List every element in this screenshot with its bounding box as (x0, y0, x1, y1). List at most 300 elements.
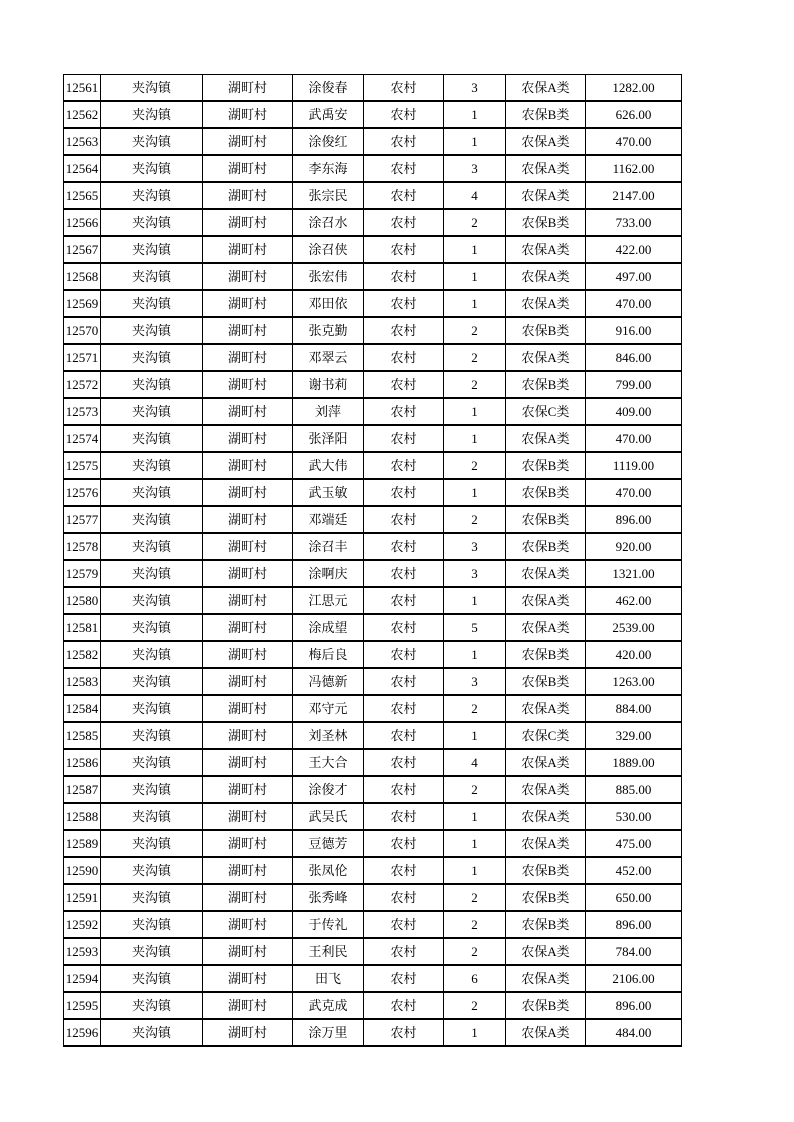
person-name-cell: 梅后良 (293, 641, 364, 668)
table-row (64, 938, 682, 965)
town-name-cell: 夹沟镇 (101, 236, 203, 263)
area-type-cell: 农村 (364, 938, 444, 965)
amount-cell: 452.00 (586, 857, 682, 884)
amount-cell: 470.00 (586, 425, 682, 452)
serial-number-cell: 12593 (64, 938, 101, 965)
town-name-cell: 夹沟镇 (101, 587, 203, 614)
amount-cell: 896.00 (586, 911, 682, 938)
area-type-cell: 农村 (364, 911, 444, 938)
village-name-cell: 湖町村 (203, 290, 293, 317)
village-name-cell: 湖町村 (203, 533, 293, 560)
person-count-cell: 1 (444, 587, 506, 614)
town-name-cell: 夹沟镇 (101, 371, 203, 398)
table-row (64, 290, 682, 317)
area-type-cell: 农村 (364, 533, 444, 560)
table-row (64, 776, 682, 803)
serial-number-cell: 12562 (64, 101, 101, 128)
person-name-cell: 张克勤 (293, 317, 364, 344)
serial-number-cell: 12586 (64, 749, 101, 776)
serial-number-cell: 12576 (64, 479, 101, 506)
village-name-cell: 湖町村 (203, 884, 293, 911)
amount-cell: 799.00 (586, 371, 682, 398)
village-name-cell: 湖町村 (203, 695, 293, 722)
insurance-category-cell: 农保C类 (506, 722, 586, 749)
insurance-category-cell: 农保B类 (506, 452, 586, 479)
person-count-cell: 2 (444, 317, 506, 344)
insurance-category-cell: 农保B类 (506, 992, 586, 1019)
amount-cell: 1889.00 (586, 749, 682, 776)
person-name-cell: 涂俊春 (293, 75, 364, 102)
amount-cell: 885.00 (586, 776, 682, 803)
table-row (64, 317, 682, 344)
village-name-cell: 湖町村 (203, 425, 293, 452)
amount-cell: 2106.00 (586, 965, 682, 992)
person-name-cell: 涂俊红 (293, 128, 364, 155)
serial-number-cell: 12565 (64, 182, 101, 209)
village-name-cell: 湖町村 (203, 749, 293, 776)
person-count-cell: 2 (444, 776, 506, 803)
serial-number-cell: 12572 (64, 371, 101, 398)
serial-number-cell: 12595 (64, 992, 101, 1019)
town-name-cell: 夹沟镇 (101, 290, 203, 317)
serial-number-cell: 12580 (64, 587, 101, 614)
serial-number-cell: 12589 (64, 830, 101, 857)
area-type-cell: 农村 (364, 101, 444, 128)
amount-cell: 920.00 (586, 533, 682, 560)
village-name-cell: 湖町村 (203, 506, 293, 533)
amount-cell: 329.00 (586, 722, 682, 749)
town-name-cell: 夹沟镇 (101, 182, 203, 209)
village-name-cell: 湖町村 (203, 75, 293, 102)
table-row (64, 128, 682, 155)
table-row (64, 830, 682, 857)
amount-cell: 650.00 (586, 884, 682, 911)
town-name-cell: 夹沟镇 (101, 749, 203, 776)
serial-number-cell: 12568 (64, 263, 101, 290)
village-name-cell: 湖町村 (203, 101, 293, 128)
town-name-cell: 夹沟镇 (101, 965, 203, 992)
amount-cell: 497.00 (586, 263, 682, 290)
person-count-cell: 3 (444, 155, 506, 182)
insurance-category-cell: 农保B类 (506, 884, 586, 911)
amount-cell: 2147.00 (586, 182, 682, 209)
person-count-cell: 1 (444, 398, 506, 425)
amount-cell: 896.00 (586, 506, 682, 533)
town-name-cell: 夹沟镇 (101, 668, 203, 695)
person-count-cell: 2 (444, 344, 506, 371)
insurance-category-cell: 农保B类 (506, 506, 586, 533)
serial-number-cell: 12594 (64, 965, 101, 992)
town-name-cell: 夹沟镇 (101, 1019, 203, 1046)
area-type-cell: 农村 (364, 263, 444, 290)
table-row (64, 992, 682, 1019)
serial-number-cell: 12587 (64, 776, 101, 803)
insurance-category-cell: 农保A类 (506, 749, 586, 776)
insurance-category-cell: 农保B类 (506, 479, 586, 506)
village-name-cell: 湖町村 (203, 317, 293, 344)
amount-cell: 916.00 (586, 317, 682, 344)
area-type-cell: 农村 (364, 560, 444, 587)
person-count-cell: 6 (444, 965, 506, 992)
person-count-cell: 2 (444, 506, 506, 533)
person-count-cell: 2 (444, 209, 506, 236)
person-name-cell: 涂俊才 (293, 776, 364, 803)
town-name-cell: 夹沟镇 (101, 209, 203, 236)
insurance-category-cell: 农保A类 (506, 290, 586, 317)
table-row (64, 182, 682, 209)
serial-number-cell: 12573 (64, 398, 101, 425)
person-name-cell: 豆德芳 (293, 830, 364, 857)
person-name-cell: 张秀峰 (293, 884, 364, 911)
area-type-cell: 农村 (364, 290, 444, 317)
serial-number-cell: 12567 (64, 236, 101, 263)
insurance-category-cell: 农保B类 (506, 641, 586, 668)
person-count-cell: 2 (444, 452, 506, 479)
village-name-cell: 湖町村 (203, 236, 293, 263)
insurance-category-cell: 农保A类 (506, 695, 586, 722)
amount-cell: 420.00 (586, 641, 682, 668)
table-row (64, 614, 682, 641)
table-row (64, 344, 682, 371)
area-type-cell: 农村 (364, 398, 444, 425)
town-name-cell: 夹沟镇 (101, 506, 203, 533)
person-name-cell: 涂召水 (293, 209, 364, 236)
area-type-cell: 农村 (364, 614, 444, 641)
table-row (64, 587, 682, 614)
person-name-cell: 王利民 (293, 938, 364, 965)
town-name-cell: 夹沟镇 (101, 992, 203, 1019)
area-type-cell: 农村 (364, 749, 444, 776)
insurance-category-cell: 农保A类 (506, 75, 586, 102)
person-count-cell: 3 (444, 533, 506, 560)
amount-cell: 896.00 (586, 992, 682, 1019)
area-type-cell: 农村 (364, 776, 444, 803)
amount-cell: 626.00 (586, 101, 682, 128)
serial-number-cell: 12564 (64, 155, 101, 182)
insurance-category-cell: 农保A类 (506, 830, 586, 857)
village-name-cell: 湖町村 (203, 614, 293, 641)
table-row (64, 749, 682, 776)
insurance-category-cell: 农保A类 (506, 1019, 586, 1046)
serial-number-cell: 12596 (64, 1019, 101, 1046)
serial-number-cell: 12577 (64, 506, 101, 533)
person-name-cell: 田飞 (293, 965, 364, 992)
table-row (64, 101, 682, 128)
serial-number-cell: 12582 (64, 641, 101, 668)
person-name-cell: 张宗民 (293, 182, 364, 209)
table-row (64, 155, 682, 182)
serial-number-cell: 12575 (64, 452, 101, 479)
village-name-cell: 湖町村 (203, 1019, 293, 1046)
amount-cell: 1162.00 (586, 155, 682, 182)
table-row (64, 236, 682, 263)
insurance-category-cell: 农保B类 (506, 911, 586, 938)
serial-number-cell: 12588 (64, 803, 101, 830)
area-type-cell: 农村 (364, 587, 444, 614)
person-count-cell: 2 (444, 695, 506, 722)
person-count-cell: 2 (444, 911, 506, 938)
town-name-cell: 夹沟镇 (101, 641, 203, 668)
person-count-cell: 2 (444, 938, 506, 965)
serial-number-cell: 12583 (64, 668, 101, 695)
village-name-cell: 湖町村 (203, 560, 293, 587)
town-name-cell: 夹沟镇 (101, 803, 203, 830)
area-type-cell: 农村 (364, 695, 444, 722)
village-name-cell: 湖町村 (203, 938, 293, 965)
table-row (64, 398, 682, 425)
serial-number-cell: 12591 (64, 884, 101, 911)
serial-number-cell: 12561 (64, 75, 101, 102)
village-name-cell: 湖町村 (203, 182, 293, 209)
amount-cell: 470.00 (586, 290, 682, 317)
person-count-cell: 3 (444, 560, 506, 587)
serial-number-cell: 12569 (64, 290, 101, 317)
insurance-category-cell: 农保A类 (506, 614, 586, 641)
table-row (64, 560, 682, 587)
person-count-cell: 1 (444, 290, 506, 317)
insurance-category-cell: 农保B类 (506, 857, 586, 884)
insurance-category-cell: 农保A类 (506, 560, 586, 587)
insurance-category-cell: 农保B类 (506, 533, 586, 560)
village-name-cell: 湖町村 (203, 209, 293, 236)
area-type-cell: 农村 (364, 668, 444, 695)
person-name-cell: 谢书莉 (293, 371, 364, 398)
insurance-category-cell: 农保B类 (506, 668, 586, 695)
amount-cell: 784.00 (586, 938, 682, 965)
village-name-cell: 湖町村 (203, 911, 293, 938)
person-count-cell: 1 (444, 830, 506, 857)
insurance-category-cell: 农保A类 (506, 938, 586, 965)
amount-cell: 884.00 (586, 695, 682, 722)
town-name-cell: 夹沟镇 (101, 317, 203, 344)
person-count-cell: 4 (444, 749, 506, 776)
area-type-cell: 农村 (364, 155, 444, 182)
table-row (64, 425, 682, 452)
amount-cell: 1321.00 (586, 560, 682, 587)
town-name-cell: 夹沟镇 (101, 75, 203, 102)
village-name-cell: 湖町村 (203, 965, 293, 992)
town-name-cell: 夹沟镇 (101, 452, 203, 479)
insurance-category-cell: 农保B类 (506, 101, 586, 128)
person-count-cell: 3 (444, 668, 506, 695)
village-name-cell: 湖町村 (203, 722, 293, 749)
town-name-cell: 夹沟镇 (101, 344, 203, 371)
table-row (64, 884, 682, 911)
insurance-category-cell: 农保C类 (506, 398, 586, 425)
table-row (64, 911, 682, 938)
village-name-cell: 湖町村 (203, 371, 293, 398)
person-name-cell: 涂啊庆 (293, 560, 364, 587)
insurance-category-cell: 农保A类 (506, 344, 586, 371)
person-name-cell: 邓田依 (293, 290, 364, 317)
area-type-cell: 农村 (364, 722, 444, 749)
area-type-cell: 农村 (364, 425, 444, 452)
person-name-cell: 刘萍 (293, 398, 364, 425)
person-name-cell: 武禹安 (293, 101, 364, 128)
town-name-cell: 夹沟镇 (101, 884, 203, 911)
serial-number-cell: 12571 (64, 344, 101, 371)
village-name-cell: 湖町村 (203, 641, 293, 668)
area-type-cell: 农村 (364, 236, 444, 263)
village-name-cell: 湖町村 (203, 992, 293, 1019)
person-name-cell: 邓守元 (293, 695, 364, 722)
table-row (64, 371, 682, 398)
person-name-cell: 张泽阳 (293, 425, 364, 452)
area-type-cell: 农村 (364, 992, 444, 1019)
table-row (64, 722, 682, 749)
insurance-category-cell: 农保A类 (506, 803, 586, 830)
area-type-cell: 农村 (364, 371, 444, 398)
village-name-cell: 湖町村 (203, 479, 293, 506)
person-name-cell: 张凤伦 (293, 857, 364, 884)
person-count-cell: 2 (444, 992, 506, 1019)
insurance-category-cell: 农保B类 (506, 317, 586, 344)
insurance-category-cell: 农保A类 (506, 425, 586, 452)
village-name-cell: 湖町村 (203, 587, 293, 614)
serial-number-cell: 12578 (64, 533, 101, 560)
area-type-cell: 农村 (364, 641, 444, 668)
insurance-category-cell: 农保B类 (506, 371, 586, 398)
person-count-cell: 1 (444, 263, 506, 290)
person-name-cell: 武玉敏 (293, 479, 364, 506)
town-name-cell: 夹沟镇 (101, 479, 203, 506)
serial-number-cell: 12584 (64, 695, 101, 722)
table-row (64, 263, 682, 290)
town-name-cell: 夹沟镇 (101, 695, 203, 722)
person-name-cell: 武吴氏 (293, 803, 364, 830)
person-name-cell: 江思元 (293, 587, 364, 614)
table-row (64, 965, 682, 992)
table-row (64, 857, 682, 884)
insurance-category-cell: 农保A类 (506, 236, 586, 263)
table-row (64, 641, 682, 668)
amount-cell: 530.00 (586, 803, 682, 830)
village-name-cell: 湖町村 (203, 830, 293, 857)
amount-cell: 1282.00 (586, 75, 682, 102)
area-type-cell: 农村 (364, 209, 444, 236)
person-name-cell: 涂成望 (293, 614, 364, 641)
village-name-cell: 湖町村 (203, 668, 293, 695)
area-type-cell: 农村 (364, 75, 444, 102)
town-name-cell: 夹沟镇 (101, 911, 203, 938)
person-count-cell: 1 (444, 722, 506, 749)
amount-cell: 422.00 (586, 236, 682, 263)
table-row (64, 668, 682, 695)
village-name-cell: 湖町村 (203, 776, 293, 803)
person-count-cell: 1 (444, 1019, 506, 1046)
serial-number-cell: 12570 (64, 317, 101, 344)
area-type-cell: 农村 (364, 317, 444, 344)
area-type-cell: 农村 (364, 965, 444, 992)
person-count-cell: 1 (444, 101, 506, 128)
person-count-cell: 4 (444, 182, 506, 209)
person-count-cell: 2 (444, 371, 506, 398)
village-name-cell: 湖町村 (203, 803, 293, 830)
person-count-cell: 1 (444, 479, 506, 506)
amount-cell: 409.00 (586, 398, 682, 425)
amount-cell: 475.00 (586, 830, 682, 857)
village-name-cell: 湖町村 (203, 398, 293, 425)
amount-cell: 2539.00 (586, 614, 682, 641)
town-name-cell: 夹沟镇 (101, 425, 203, 452)
village-name-cell: 湖町村 (203, 128, 293, 155)
person-name-cell: 邓翠云 (293, 344, 364, 371)
amount-cell: 470.00 (586, 479, 682, 506)
serial-number-cell: 12563 (64, 128, 101, 155)
person-count-cell: 1 (444, 236, 506, 263)
person-count-cell: 3 (444, 75, 506, 102)
person-name-cell: 张宏伟 (293, 263, 364, 290)
area-type-cell: 农村 (364, 182, 444, 209)
table-row (64, 452, 682, 479)
area-type-cell: 农村 (364, 128, 444, 155)
insurance-category-cell: 农保B类 (506, 209, 586, 236)
person-name-cell: 武大伟 (293, 452, 364, 479)
person-count-cell: 1 (444, 857, 506, 884)
insurance-category-cell: 农保A类 (506, 965, 586, 992)
town-name-cell: 夹沟镇 (101, 101, 203, 128)
person-name-cell: 涂万里 (293, 1019, 364, 1046)
town-name-cell: 夹沟镇 (101, 776, 203, 803)
amount-cell: 470.00 (586, 128, 682, 155)
records-table (63, 74, 682, 1047)
person-name-cell: 邓端廷 (293, 506, 364, 533)
area-type-cell: 农村 (364, 884, 444, 911)
town-name-cell: 夹沟镇 (101, 857, 203, 884)
insurance-category-cell: 农保A类 (506, 587, 586, 614)
village-name-cell: 湖町村 (203, 452, 293, 479)
amount-cell: 484.00 (586, 1019, 682, 1046)
serial-number-cell: 12566 (64, 209, 101, 236)
town-name-cell: 夹沟镇 (101, 398, 203, 425)
table-row (64, 695, 682, 722)
town-name-cell: 夹沟镇 (101, 155, 203, 182)
person-name-cell: 李东海 (293, 155, 364, 182)
person-name-cell: 涂召丰 (293, 533, 364, 560)
town-name-cell: 夹沟镇 (101, 533, 203, 560)
area-type-cell: 农村 (364, 479, 444, 506)
person-count-cell: 1 (444, 803, 506, 830)
town-name-cell: 夹沟镇 (101, 722, 203, 749)
amount-cell: 1263.00 (586, 668, 682, 695)
person-count-cell: 5 (444, 614, 506, 641)
town-name-cell: 夹沟镇 (101, 938, 203, 965)
amount-cell: 1119.00 (586, 452, 682, 479)
area-type-cell: 农村 (364, 506, 444, 533)
table-row (64, 803, 682, 830)
town-name-cell: 夹沟镇 (101, 263, 203, 290)
town-name-cell: 夹沟镇 (101, 560, 203, 587)
amount-cell: 733.00 (586, 209, 682, 236)
area-type-cell: 农村 (364, 857, 444, 884)
insurance-category-cell: 农保A类 (506, 128, 586, 155)
area-type-cell: 农村 (364, 1019, 444, 1046)
village-name-cell: 湖町村 (203, 263, 293, 290)
person-name-cell: 涂召侠 (293, 236, 364, 263)
person-name-cell: 于传礼 (293, 911, 364, 938)
person-count-cell: 1 (444, 128, 506, 155)
amount-cell: 846.00 (586, 344, 682, 371)
area-type-cell: 农村 (364, 344, 444, 371)
town-name-cell: 夹沟镇 (101, 830, 203, 857)
serial-number-cell: 12579 (64, 560, 101, 587)
insurance-category-cell: 农保A类 (506, 263, 586, 290)
town-name-cell: 夹沟镇 (101, 614, 203, 641)
serial-number-cell: 12574 (64, 425, 101, 452)
person-count-cell: 1 (444, 425, 506, 452)
village-name-cell: 湖町村 (203, 344, 293, 371)
insurance-category-cell: 农保A类 (506, 155, 586, 182)
